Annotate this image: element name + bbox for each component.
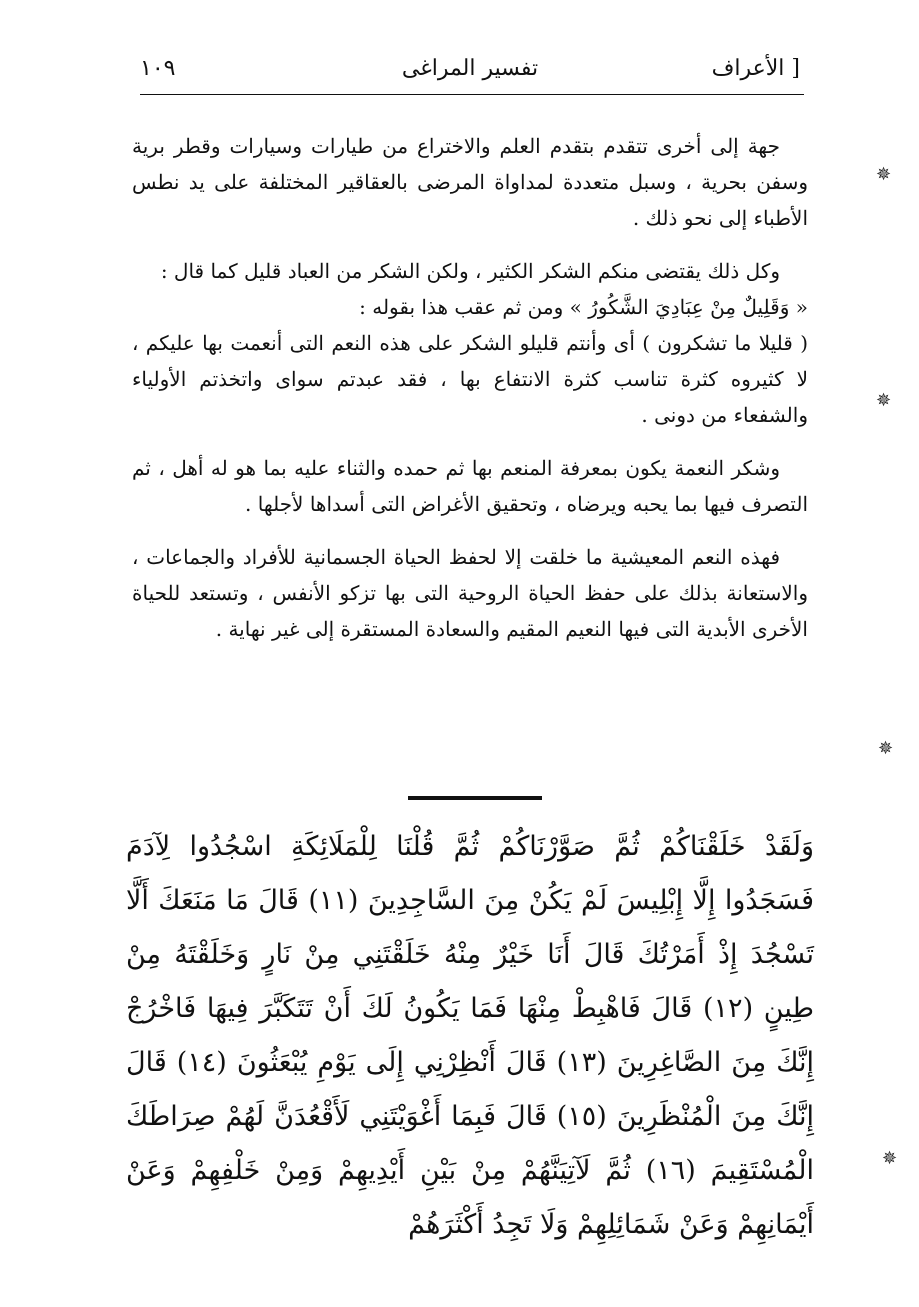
paragraph: وكل ذلك يقتضى منكم الشكر الكثير ، ولكن الشكر من العباد قليل كما قال : (160, 259, 780, 283)
paragraph: ( قليلا ما تشكرون ) أى وأنتم قليلو الشكر على هذه النعم التى أنعمت بها عليكم ، لا كثيروه كثرة تناسب كثرة الانتفاع بها ، فقد عبدتم سواى واتخذتم الأولياء والشفعاء من دونى . (132, 331, 808, 427)
margin-mark-icon: ✵ (882, 1148, 898, 1169)
margin-mark-icon: ✵ (878, 738, 894, 759)
header-rule (140, 94, 804, 95)
margin-mark-icon: ✵ (876, 164, 892, 185)
commentary-text (132, 128, 808, 647)
chapter-name: [ الأعراف (711, 56, 800, 81)
section-separator (408, 796, 542, 800)
quran-verses: وَلَقَدْ خَلَقْنَاكُمْ ثُمَّ صَوَّرْنَاكُمْ ثُمَّ قُلْنَا لِلْمَلَائِكَةِ اسْجُدُوا لِآدَمَ فَسَجَدُوا إِلَّا إِبْلِيسَ لَمْ يَكُنْ مِنَ السَّاجِدِينَ (١١) قَالَ مَا مَنَعَكَ أَلَّا تَسْجُدَ إِذْ أَمَرْتُكَ قَالَ أَنَا خَيْرٌ مِنْهُ خَلَقْتَنِي مِنْ نَارٍ وَخَلَقْتَهُ مِنْ طِينٍ (١٢) قَالَ فَاهْبِطْ مِنْهَا فَمَا يَكُونُ لَكَ أَنْ تَتَكَبَّرَ فِيهَا فَاخْرُجْ إِنَّكَ مِنَ الصَّاغِرِينَ (١٣) قَالَ أَنْظِرْنِي إِلَى يَوْمِ يُبْعَثُونَ (١٤) قَالَ إِنَّكَ مِنَ الْمُنْظَرِينَ (١٥) قَالَ فَبِمَا أَغْوَيْتَنِي لَأَقْعُدَنَّ لَهُمْ صِرَاطَكَ الْمُسْتَقِيمَ (١٦) ثُمَّ لَآتِيَنَّهُمْ مِنْ بَيْنِ أَيْدِيهِمْ وَمِنْ خَلْفِهِمْ وَعَنْ أَيْمَانِهِمْ وَعَنْ شَمَائِلِهِمْ وَلَا تَجِدُ أَكْثَرَهُمْ (126, 831, 814, 1240)
page-number: ١٠٩ (140, 56, 176, 81)
book-title: تفسير المراغى (401, 56, 539, 81)
page-header (140, 52, 800, 92)
quran-quote: « وَقَلِيلٌ مِنْ عِبَادِيَ الشَّكُورُ » ومن ثم عقب هذا بقوله : (359, 295, 808, 319)
paragraph: فهذه النعم المعيشية ما خلقت إلا لحفظ الحياة الجسمانية للأفراد والجماعات ، والاستعانة بذلك على حفظ الحياة الروحية التى بها تزكو الأنفس ، وتستعد للحياة الأخرى الأبدية التى فيها النعيم المقيم والسعادة المستقرة إلى غير نهاية . (132, 545, 808, 641)
paragraph: جهة إلى أخرى تتقدم بتقدم العلم والاختراع من طيارات وسيارات وقطر برية وسفن بحرية ، وسبل متعددة لمداواة المرضى بالعقاقير المختلفة على يد نطس الأطباء إلى نحو ذلك . (132, 134, 809, 230)
paragraph: وشكر النعمة يكون بمعرفة المنعم بها ثم حمده والثناء عليه بما هو له أهل ، ثم التصرف فيها بما يحبه ويرضاه ، وتحقيق الأغراض التى أسداها لأجلها . (132, 456, 808, 516)
margin-mark-icon: ✵ (876, 390, 892, 411)
